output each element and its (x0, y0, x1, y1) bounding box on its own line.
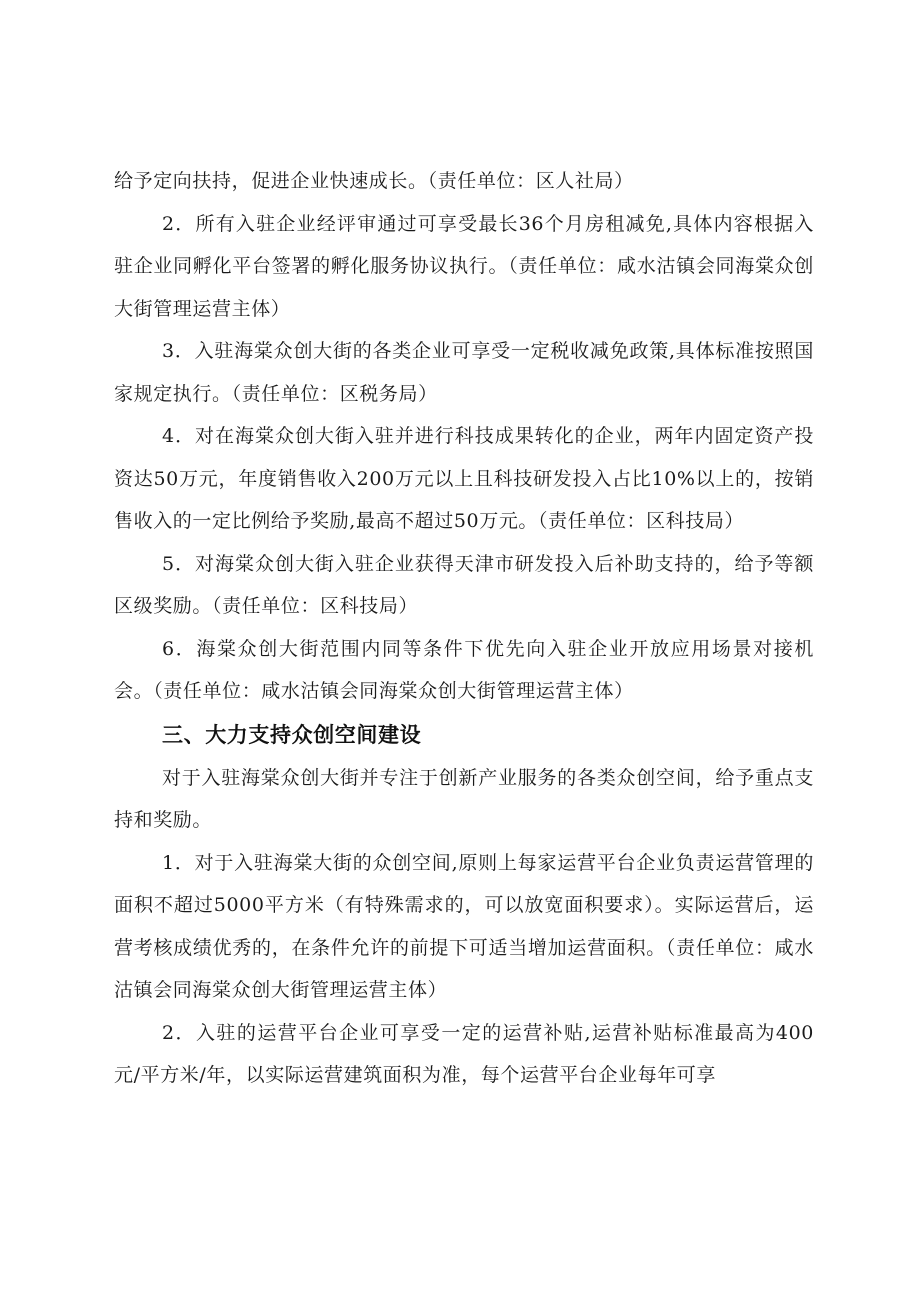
paragraph-item-6: 6．海棠众创大街范围内同等条件下优先向入驻企业开放应用场景对接机会。（责任单位：咸水沽镇会同海棠众创大街管理运营主体） (114, 637, 814, 702)
section-item-2: 2．入驻的运营平台企业可享受一定的运营补贴,运营补贴标准最高为400元/平方米/年，以实际运营建筑面积为准，每个运营平台企业每年可享 (114, 1021, 814, 1086)
document-body (114, 160, 814, 1097)
paragraph-continuation: 给予定向扶持，促进企业快速成长。（责任单位：区人社局） (114, 170, 634, 192)
section-intro-paragraph: 对于入驻海棠众创大街并专注于创新产业服务的各类众创空间，给予重点支持和奖励。 (114, 766, 814, 831)
paragraph-item-4: 4．对在海棠众创大街入驻并进行科技成果转化的企业，两年内固定资产投资达50万元，年度销售收入200万元以上且科技研发投入占比10%以上的，按销售收入的一定比例给予奖励,最高不超过50万元。（责任单位：区科技局） (114, 425, 814, 532)
paragraph-item-3: 3．入驻海棠众创大街的各类企业可享受一定税收减免政策,具体标准按照国家规定执行。（责任单位：区税务局） (114, 340, 814, 405)
paragraph-item-5: 5．对海棠众创大街入驻企业获得天津市研发投入后补助支持的，给予等额区级奖励。（责任单位：区科技局） (114, 552, 814, 617)
section-item-1: 1．对于入驻海棠大街的众创空间,原则上每家运营平台企业负责运营管理的面积不超过5000平方米（有特殊需求的，可以放宽面积要求）。实际运营后，运营考核成绩优秀的，在条件允许的前提下可适当增加运营面积。（责任单位：咸水沽镇会同海棠众创大街管理运营主体） (114, 851, 814, 1001)
section-heading: 三、大力支持众创空间建设 (162, 722, 422, 747)
paragraph-item-2: 2．所有入驻企业经评审通过可享受最长36个月房租减免,具体内容根据入驻企业同孵化平台签署的孵化服务协议执行。（责任单位：咸水沽镇会同海棠众创大街管理运营主体） (114, 212, 814, 320)
